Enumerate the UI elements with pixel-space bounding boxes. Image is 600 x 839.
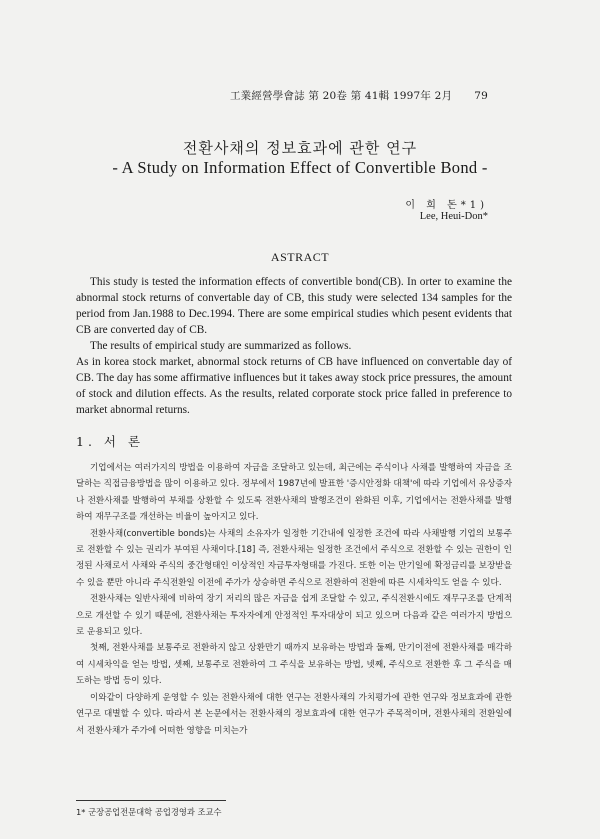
abstract-paragraph-3: As in korea stock market, abnormal stock returns of CB have influenced on convertable day of CB. The day has some affirmative influences but it takes away stock price pressures, the amount of stock and dilution effects. As the results, related corporate stock price falled in preference to market abnormal returns. — [76, 356, 512, 416]
introduction-body — [76, 460, 512, 739]
intro-paragraph-5: 이와같이 다양하게 운영할 수 있는 전환사채에 대한 연구는 전환사채의 가치평가에 관한 연구와 정보효과에 관한 연구로 대별할 수 있다. 따라서 본 논문에서는 전환사채의 정보효과에 대한 연구가 주목적이며, 전환사채의 전환일에서 전환사채가 주가에 어떠한 영향을 미치는가 — [76, 692, 512, 736]
abstract-paragraph-1: This study is tested the information effects of convertible bond(CB). In orter to examine the abnormal stock returns of convertable day of CB, this study were selected 134 samples for the period from Jan.1988 to Dec.1994. There are some empirical studies which pesent evidents that CB are converted day of CB. — [76, 276, 512, 336]
journal-citation: 工業經營學會誌 第 20卷 第 41輯 1997年 2月 — [229, 90, 453, 102]
section-heading-introduction: 1. 서 론 — [76, 434, 145, 449]
intro-paragraph-1: 기업에서는 여러가지의 방법을 이용하여 자금을 조달하고 있는데, 최근에는 주식이나 사채를 발행하여 자금을 조달하는 직접금융방법을 많이 이용하고 있다. 정부에서 1987년에 발표한 '증시안정화 대책'에 따라 기업에서 유상증자나 전환사채를 발행하여 부채를 상환할 수 있도록 전환사채의 발행조건이 완화된 이후, 기업에서는 전환사채를 발행하여 재무구조를 개선하는 비율이 높아지고 있다. — [76, 463, 512, 523]
author-footnote: 1* 군장공업전문대학 공업경영과 조교수 — [76, 807, 222, 817]
intro-paragraph-4: 첫째, 전환사채를 보통주로 전환하지 않고 상환만기 때까지 보유하는 방법과 둘째, 만기이전에 전환사채를 매각하여 시세차익을 얻는 방법, 셋째, 보통주로 전환하여 그 주식을 보유하는 방법, 넷째, 주식으로 전환한 후 그 주식을 매도하는 방법 등이 있다. — [76, 643, 512, 687]
korean-title: 전환사채의 정보효과에 관한 연구 — [182, 139, 418, 157]
abstract-body — [76, 274, 512, 418]
english-title: - A Study on Information Effect of Convertible Bond - — [112, 158, 488, 177]
intro-paragraph-3: 전환사채는 일반사채에 비하여 장기 저리의 많은 자금을 쉽게 조달할 수 있고, 주식전환시에도 재무구조를 단계적으로 개선할 수 있기 때문에, 전환사채는 투자자에게 안정적인 투자대상이 되고 있으며 다음과 같은 여러가지 방법으로 운용되고 있다. — [76, 594, 512, 638]
author-english: Lee, Heui-Don* — [419, 211, 488, 222]
running-header — [230, 88, 488, 103]
page-number: 79 — [474, 90, 488, 102]
intro-paragraph-2: 전환사채(convertible bonds)는 사채의 소유자가 일정한 기간내에 일정한 조건에 따라 사채발행 기업의 보통주로 전환할 수 있는 권리가 부여된 사채이다.[18] 즉, 전환사채는 일정한 조건에서 주식으로 전환할 수 있는 권한이 인정된 사채로서 사채와 주식의 중간형태인 이상적인 자금투자형태를 가진다. 또한 이는 만기일에 확정금리를 보장받을 수 있을 뿐만 아니라 주식전환일 이전에 주가가 상승하면 주식으로 전환하여 전환에 따른 시세차익도 얻을 수 있다. — [76, 528, 512, 588]
abstract-heading: ASTRACT — [270, 250, 330, 264]
author-korean: 이 희 돈*1) — [405, 200, 488, 211]
abstract-paragraph-2: The results of empirical study are summarized as follows. — [90, 340, 352, 352]
footnote-divider — [76, 800, 226, 801]
